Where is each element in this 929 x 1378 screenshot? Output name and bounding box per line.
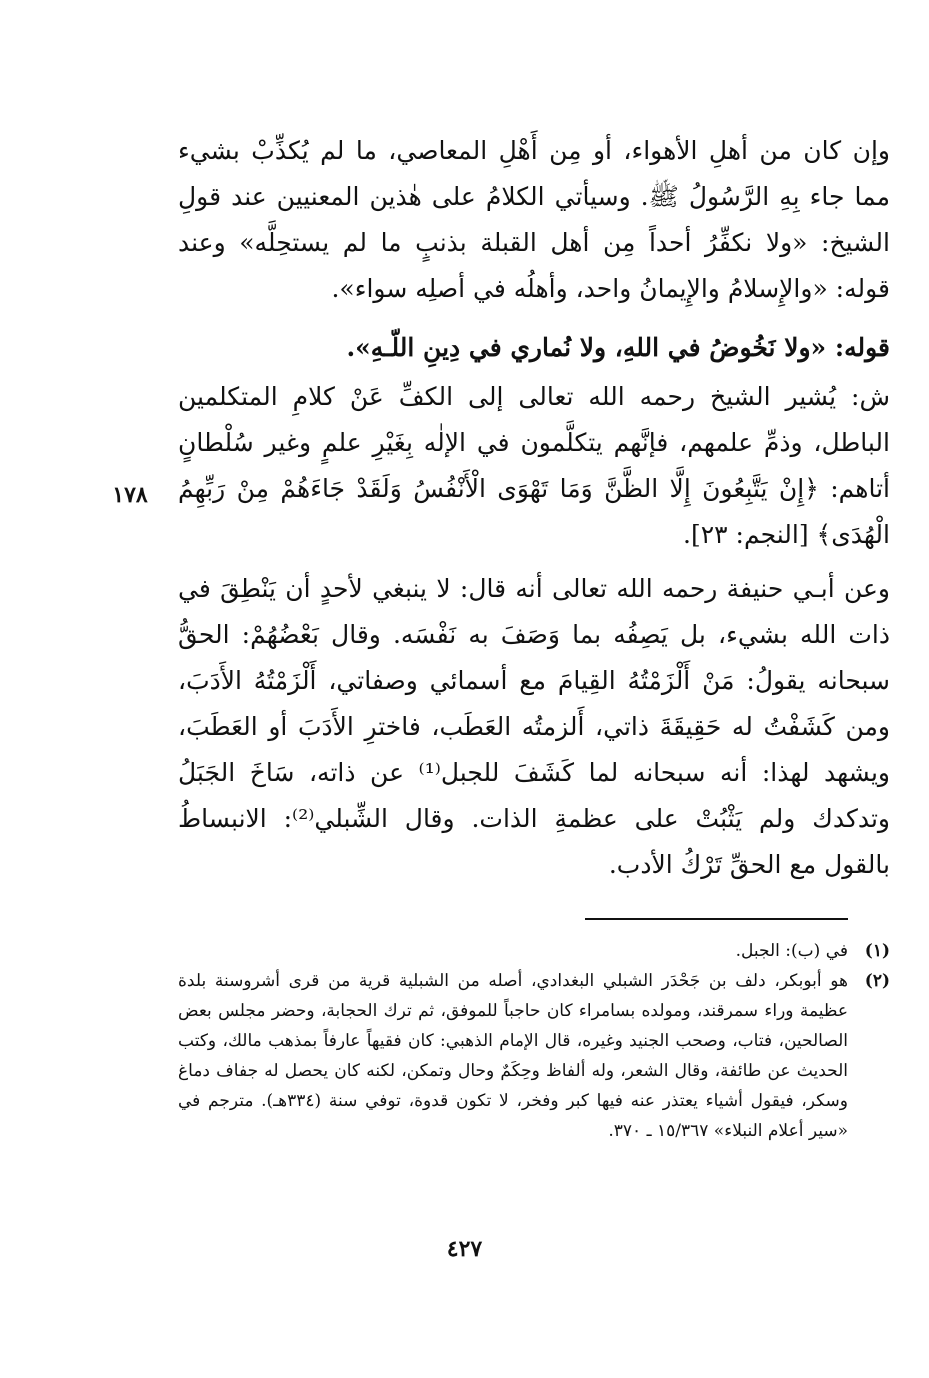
paragraph-text: وعن أبـي حنيفة رحمه الله تعالى أنه قال: لا ينبغي لأحدٍ أن يَنْطِقَ في ذات الله بشيء، بل يَصِفُه بما وَصَفَ به نَفْسَه. وقال بَعْضُهُمْ: الحقُّ سبحانه يقولُ: مَنْ أَلْزَمْتُهُ القِيامَ مع أسمائي وصفاتي، أَلْزَمْتُهُ الأَدَبَ، ومن كَشَفْتُ له حَقِيقَةَ ذاتي، أَلزمتُه العَطَب، فاخترِ الأَدَبَ أو العَطَبَ، ويشهد لهذا: أنه سبحانه لما كَشَفَ للجبل⁽¹⁾ عن ذاته، سَاخَ الجَبَلُ وتدكدك ولم يَثْبُتْ على عظمةِ الذات. وقال الشِّبلي⁽²⁾: الانبساطُ بالقول مع الحقِّ تَرْكُ الأدب. (178, 574, 891, 879)
page-number: ٤٢٧ (446, 1236, 483, 1262)
footnote-text: في (ب): الجبل. (735, 941, 848, 961)
body-paragraph-3 (178, 566, 890, 888)
paragraph-text: ش: يُشير الشيخ رحمه الله تعالى إلى الكفِّ عَنْ كلامِ المتكلمين الباطل، وذمِّ علمهم، فإنَّهم يتكلَّمون في الإلٰه بِغَيْرِ علمٍ وغير سُلْطانٍ أتاهم: ﴿إِنْ يَتَّبِعُونَ إِلَّا الظَّنَّ وَمَا تَهْوَى الْأَنْفُسُ وَلَقَدْ جَاءَهُمْ مِنْ رَبِّهِمُ الْهُدَى﴾ [النجم: ٢٣]. (178, 382, 890, 549)
footnotes (178, 936, 890, 1146)
footnote-1 (178, 936, 890, 966)
footnote-2 (178, 966, 890, 1146)
margin-reference-number: ١٧٨ (112, 482, 148, 508)
paragraph-text: وإن كان من أهلِ الأهواء، أو مِن أَهْلِ المعاصي، ما لم يُكذِّبْ بشيء مما جاء بِهِ الرَّسُولُ ﷺ. وسيأتي الكلامُ على هٰذين المعنيين عند قولِ الشيخ: «ولا نكفِّرُ أحداً مِن أهل القبلة بذنبٍ ما لم يستحِلَّه» وعند قوله: «والإِسلامُ والإِيمانُ واحد، وأهلُه في أصلِه سواء». (178, 136, 890, 303)
body-paragraph-2 (178, 374, 890, 558)
footnote-text: هو أبوبكر، دلف بن جَحْدَر الشبلي البغدادي، أصله من الشبلية قرية من قرى أشروسنة بلدة عظيمة وراء سمرقند، ومولده بسامراء كان حاجباً للموفق، ثم ترك الحجابة، وحضر مجلس بعض الصالحين، فتاب، وصحب الجنيد وغيره، قال الإمام الذهبي: كان فقيهاً عارفاً بمذهب مالك، وكتب الحديث عن طائفة، وقال الشعر، وله ألفاظ وحِكَمٌ وحال وتمكن، لكنه كان يحصل له جفاف دماغ وسكر، فيقول أشياء يعتذر عنه فيها كبر وفخر، لا تكون قدوة، توفي سنة (٣٣٤هـ). مترجم في «سير أعلام النبلاء» ١٥/٣٦٧ ـ ٣٧٠. (178, 971, 848, 1141)
footnote-separator (585, 918, 848, 920)
quoted-heading: قوله: «ولا نَخُوضُ في اللهِ، ولا نُماري في دِينِ اللّـهِ». (346, 333, 890, 362)
body-paragraph-1 (178, 128, 890, 312)
footnote-number: (٢) (864, 971, 890, 991)
footnote-number: (١) (864, 941, 890, 961)
